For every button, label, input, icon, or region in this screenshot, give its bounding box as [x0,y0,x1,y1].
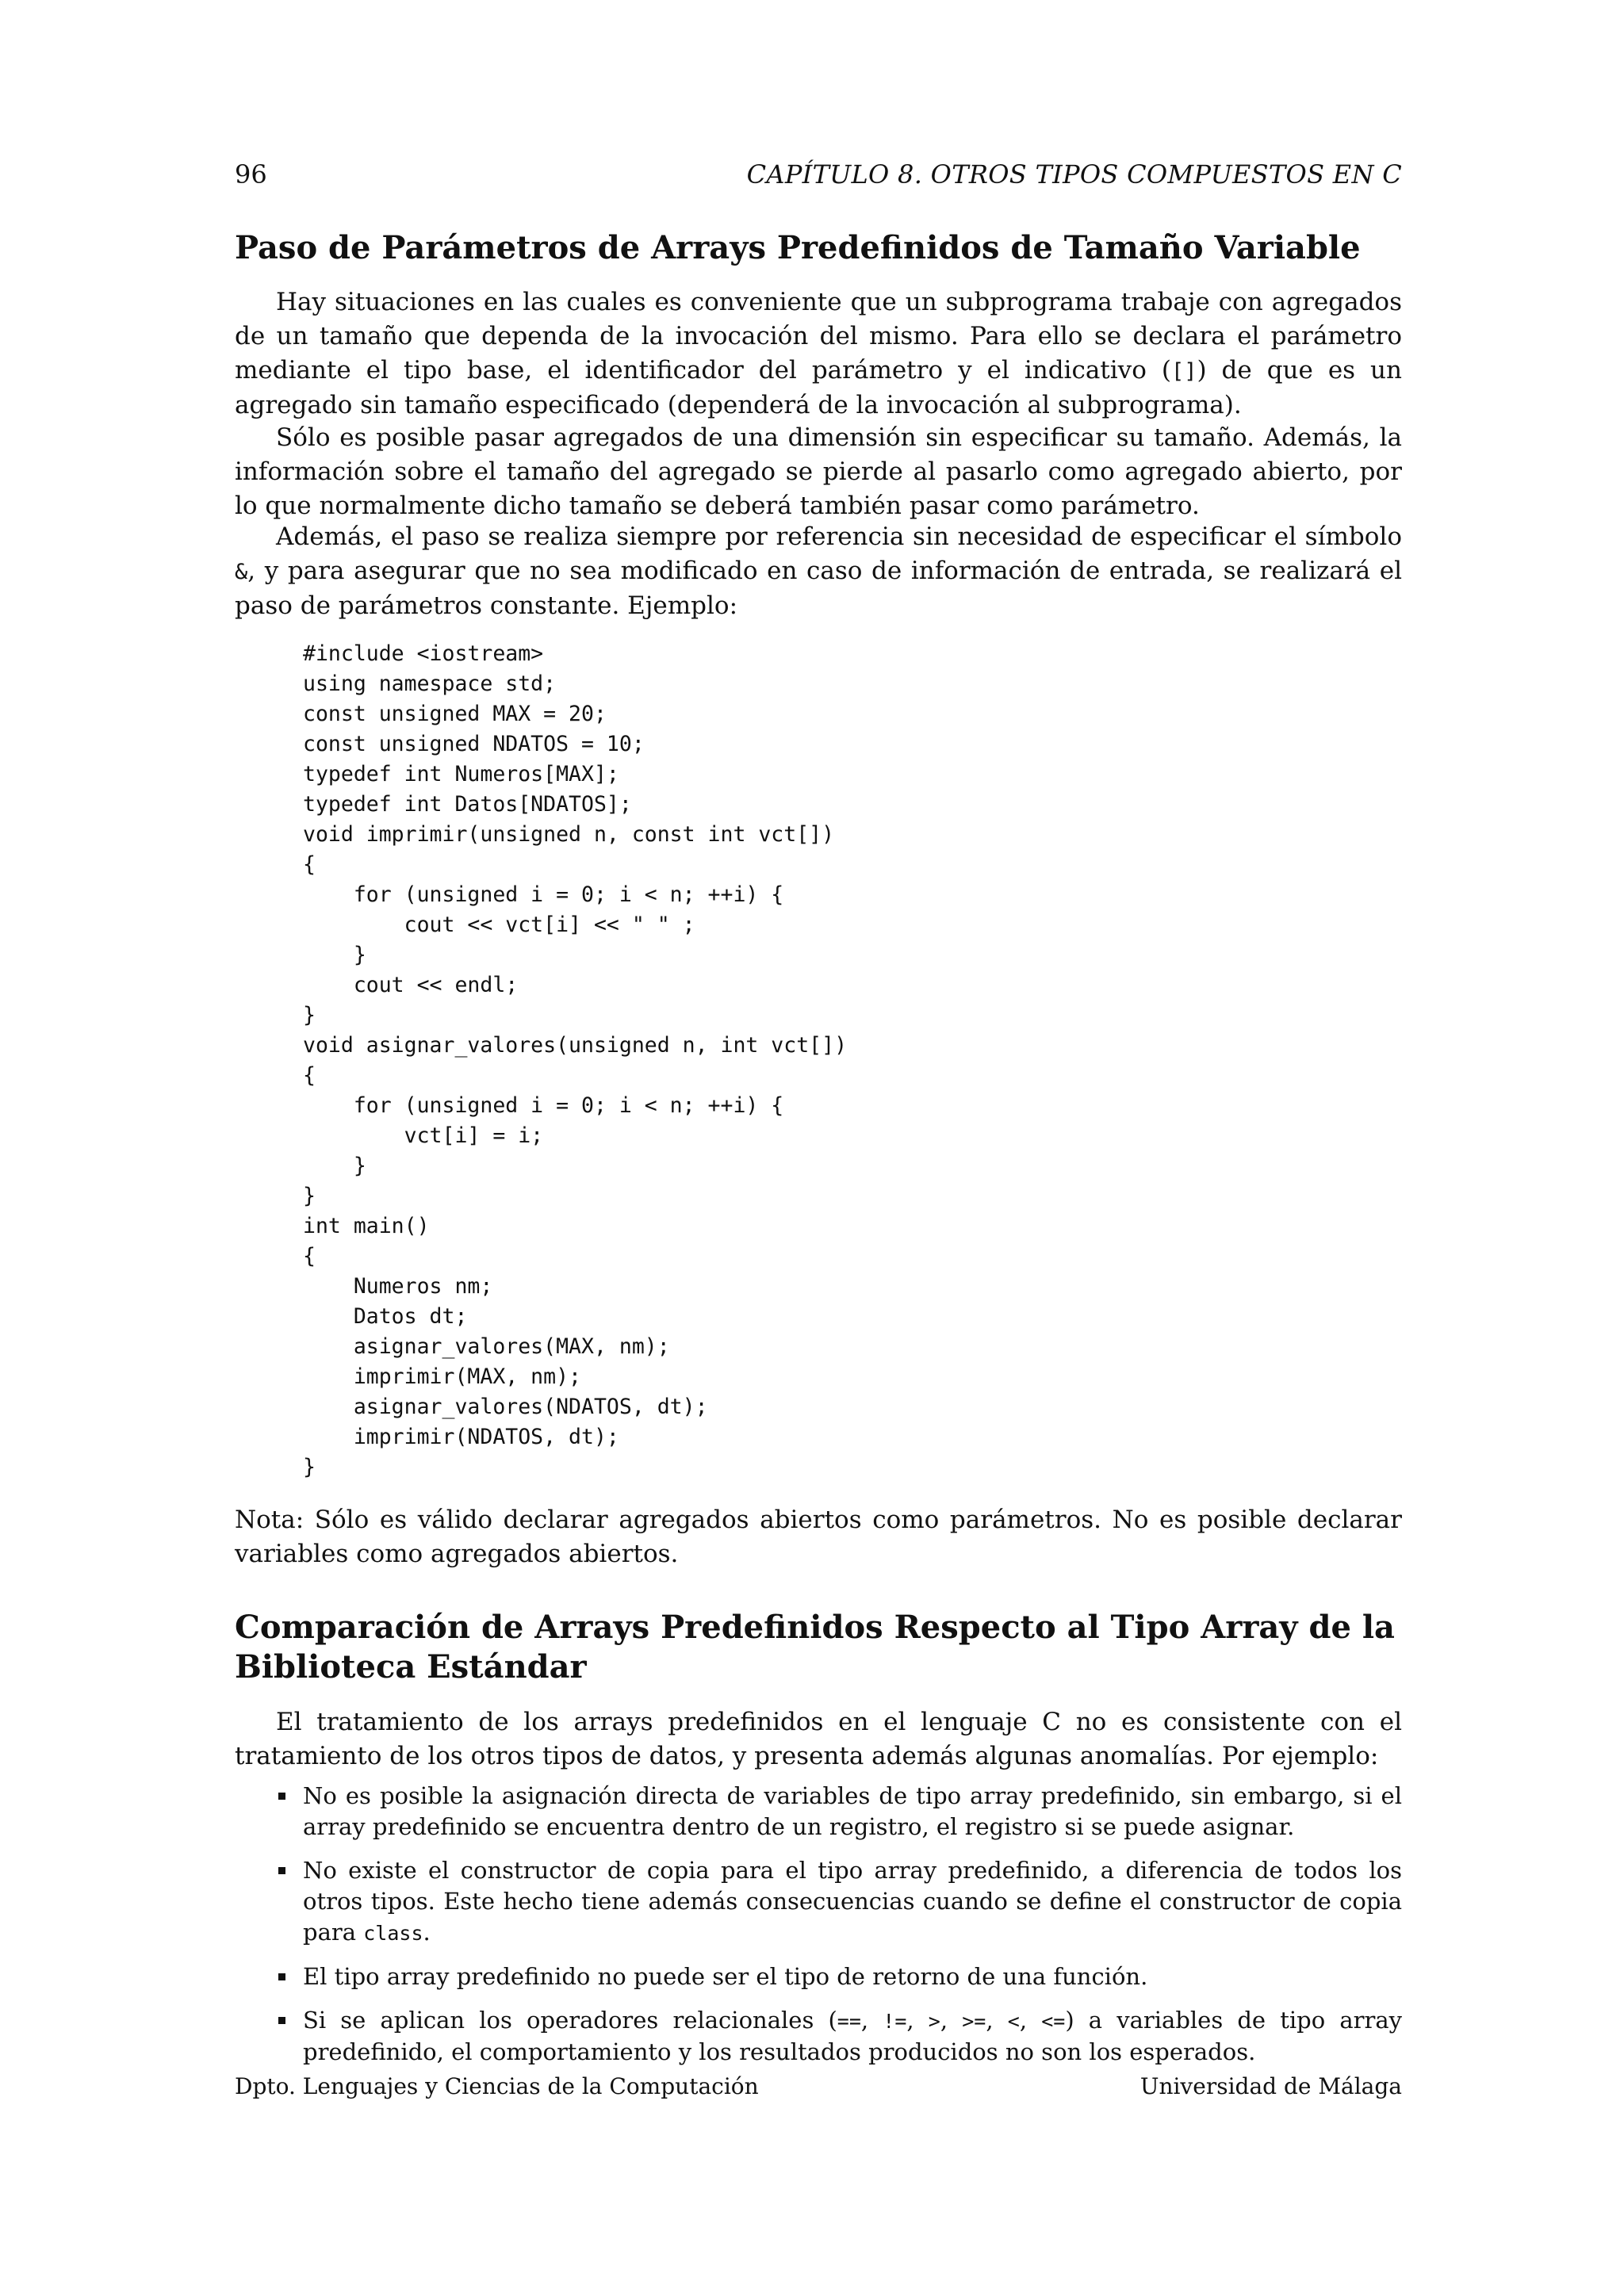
list-item [235,2005,1402,2068]
paragraph-tratamiento: El tratamiento de los arrays predefinidos en el lenguaje C no es consistente con el tratamiento de los otros tipos de datos, y presenta además algunas anomalías. Por ejemplo: [235,1708,1402,1770]
code-line: } [303,1154,366,1178]
list-item-text: . [423,1919,431,1946]
code-line: for (unsigned i = 0; i < n; ++i) { [303,1093,784,1118]
page-number: 96 [235,159,267,189]
code-line: imprimir(MAX, nm); [303,1364,581,1389]
code-line: typedef int Datos[NDATOS]; [303,792,632,817]
code-line: const unsigned NDATOS = 10; [303,732,645,756]
code-line: Datos dt; [303,1304,468,1329]
section-title-paso-parametros: Paso de Parámetros de Arrays Predefinidos de Tamaño Variable [235,229,1361,266]
list-item-text: , [986,2007,1008,2034]
page-footer [235,2071,1402,2103]
code-line: vct[i] = i; [303,1123,544,1148]
footer-department: Dpto. Lenguajes y Ciencias de la Computación [235,2073,759,2099]
inline-code: [] [1170,359,1197,384]
code-line: { [303,852,316,877]
inline-code: >= [962,2010,986,2033]
code-line: cout << vct[i] << " " ; [303,913,695,937]
code-line: void asignar_valores(unsigned n, int vct[]) [303,1033,848,1058]
inline-code: != [883,2010,907,2033]
code-line: int main() [303,1214,430,1238]
paragraph-referencia [235,520,1402,623]
document-page [235,0,1402,2296]
paragraph-text: ) de que es un agregado sin tamaño especificado (dependerá de la invocación al subprograma). [235,356,1402,419]
inline-code: & [235,560,248,584]
code-line: { [303,1244,316,1269]
code-line: void imprimir(unsigned n, const int vct[]) [303,822,835,847]
paragraph-text: , y para asegurar que no sea modificado en caso de información de entrada, se realizará el paso de parámetros constante. Ejemplo: [235,557,1402,620]
paragraph-intro [235,285,1402,423]
bullet-square-icon [278,1867,285,1874]
list-item-text: El tipo array predefinido no puede ser el tipo de retorno de una función. [303,1963,1148,1990]
list-item-text: ) a variables de tipo array predefinido, el comportamiento y los resultados producidos no son los esperados. [303,2007,1403,2065]
code-line: #include <iostream> [303,641,544,666]
code-line: const unsigned MAX = 20; [303,702,607,726]
list-item [235,1961,1402,1992]
bullet-square-icon [278,1973,285,1980]
code-line: asignar_valores(MAX, nm); [303,1334,670,1359]
code-line: cout << endl; [303,973,519,997]
code-line: } [303,1184,316,1208]
bullet-square-icon [278,2017,285,2024]
list-item-text: No es posible la asignación directa de variables de tipo array predefinido, sin embargo, si el array predefinido se encuentra dentro de un registro, el registro si se puede asignar. [303,1782,1402,1840]
code-line: for (unsigned i = 0; i < n; ++i) { [303,882,784,907]
section-title-comparacion: Comparación de Arrays Predefinidos Respecto al Tipo Array de la Biblioteca Estándar [235,1609,1395,1686]
code-line: } [303,1455,316,1479]
list-item-text: , [860,2007,883,2034]
code-line: } [303,943,366,967]
code-listing [303,639,1334,1484]
list-item-text: Si se aplican los operadores relacionales ( [303,2007,837,2034]
list-item-text: , [906,2007,929,2034]
list-item-text: , [1019,2007,1042,2034]
note-paragraph: Nota: Sólo es válido declarar agregados abiertos como parámetros. No es posible declarar variables como agregados abiertos. [235,1506,1402,1568]
anomalies-list [235,1781,1402,2080]
list-item-text: No existe el constructor de copia para el tipo array predefinido, a diferencia de todos los otros tipos. Este hecho tiene además consecuencias cuando se define el constructor de copia para [303,1857,1402,1946]
footer-university: Universidad de Málaga [1139,2073,1402,2099]
code-line: using namespace std; [303,672,557,696]
paragraph-text: Además, el paso se realiza siempre por referencia sin necesidad de especificar el símbolo [276,522,1402,551]
paragraph-text: Hay situaciones en las cuales es conveniente que un subprograma trabaje con agregados de un tamaño que dependa de la invocación del mismo. Para ello se declara el parámetro mediante el tipo base, el identificador del parámetro y el indicativo ( [235,288,1402,385]
inline-code: < [1007,2010,1020,2033]
code-line: { [303,1063,316,1088]
inline-code: > [928,2010,940,2033]
code-line: Numeros nm; [303,1274,493,1299]
running-header [235,155,1402,193]
bullet-square-icon [278,1793,285,1800]
inline-code: == [837,2010,861,2033]
paragraph-dimension: Sólo es posible pasar agregados de una dimensión sin especificar su tamaño. Además, la información sobre el tamaño del agregado se pierde al pasarlo como agregado abierto, por lo que normalmente dicho tamaño se deberá también pasar como parámetro. [235,423,1402,520]
code-line: typedef int Numeros[MAX]; [303,762,619,786]
code-line: asignar_valores(NDATOS, dt); [303,1395,708,1419]
chapter-title: CAPÍTULO 8. OTROS TIPOS COMPUESTOS EN C [746,159,1402,189]
code-line: } [303,1003,316,1027]
list-item-text: , [940,2007,963,2034]
inline-code: class [363,1922,423,1945]
code-line: imprimir(NDATOS, dt); [303,1425,619,1449]
inline-code: <= [1041,2010,1066,2033]
list-item [235,1855,1402,1949]
list-item [235,1781,1402,1843]
